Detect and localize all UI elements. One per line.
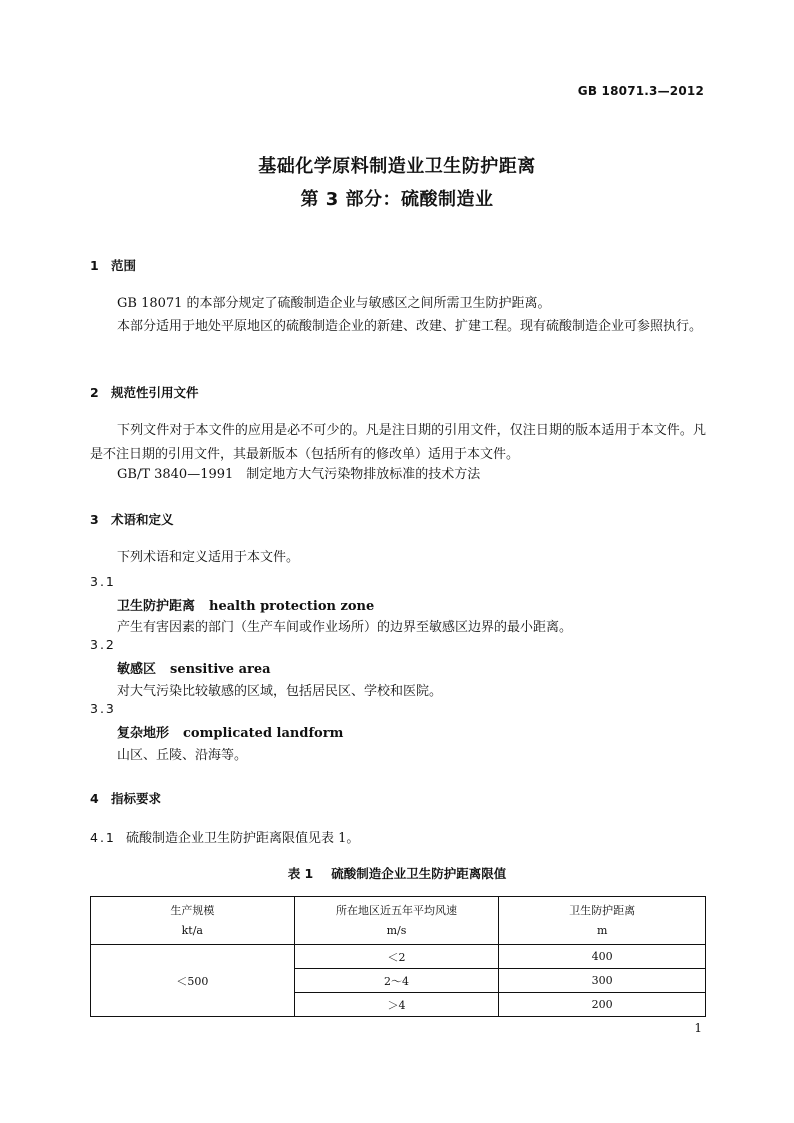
section-title: 范围 (111, 258, 137, 273)
paragraph: GB 18071 的本部分规定了硫酸制造企业与敏感区之间所需卫生防护距离。 (117, 296, 551, 311)
table-title: 硫酸制造企业卫生防护距离限值 (331, 866, 507, 881)
term-en: sensitive area (170, 662, 271, 677)
cell-distance: 400 (499, 945, 706, 969)
paragraph: 下列术语和定义适用于本文件。 (117, 550, 300, 565)
cell-wind: ＜2 (294, 945, 499, 969)
term-definition: 对大气污染比较敏感的区域，包括居民区、学校和医院。 (117, 684, 443, 699)
section-2-heading (90, 383, 199, 401)
term-definition: 山区、丘陵、沿海等。 (117, 748, 248, 763)
table-row (91, 945, 706, 969)
term-entry (117, 722, 343, 741)
term-zh: 卫生防护距离 (117, 599, 196, 614)
page-number: 1 (694, 1021, 702, 1035)
header-wind-speed: 所在地区近五年平均风速 m/s (294, 897, 499, 945)
term-entry (117, 658, 271, 677)
table-header-row (91, 897, 706, 945)
standard-number: GB 18071.3—2012 (577, 84, 704, 98)
document-subtitle: 第 3 部分：硫酸制造业 (300, 189, 494, 210)
section-title: 术语和定义 (111, 512, 174, 527)
table-caption (0, 864, 794, 882)
section-1-heading (90, 256, 136, 274)
document-title: 基础化学原料制造业卫生防护距离 (258, 156, 536, 177)
paragraph: 本部分适用于地处平原地区的硫酸制造企业的新建、改建、扩建工程。现有硫酸制造企业可参照执行。 (117, 319, 703, 334)
clause-text: 硫酸制造企业卫生防护距离限值见表 1。 (126, 831, 360, 846)
cell-distance: 200 (499, 993, 706, 1017)
section-3-heading (90, 510, 174, 528)
term-en: health protection zone (209, 599, 375, 614)
section-title: 规范性引用文件 (111, 385, 199, 400)
section-number: 1 (90, 258, 99, 273)
clause-number: 4.1 (90, 830, 116, 845)
term-definition: 产生有害因素的部门（生产车间或作业场所）的边界至敏感区边界的最小距离。 (117, 620, 573, 635)
cell-wind: ＞4 (294, 993, 499, 1017)
section-title: 指标要求 (111, 791, 162, 806)
distance-limit-table (90, 896, 706, 1017)
clause-number: 3.3 (90, 701, 116, 716)
cell-wind: 2～4 (294, 969, 499, 993)
section-4-heading (90, 789, 161, 807)
term-zh: 复杂地形 (117, 726, 170, 741)
clause-number: 3.2 (90, 637, 116, 652)
paragraph: 下列文件对于本文件的应用是必不可少的。凡是注日期的引用文件，仅注日期的版本适用于本文件。凡是不注日期的引用文件，其最新版本（包括所有的修改单）适用于本文件。 (90, 423, 706, 462)
normative-reference: GB/T 3840—1991 制定地方大气污染物排放标准的技术方法 (117, 467, 481, 482)
section-number: 2 (90, 385, 99, 400)
section-number: 4 (90, 791, 99, 806)
cell-distance: 300 (499, 969, 706, 993)
table-label: 表 1 (287, 866, 314, 881)
term-zh: 敏感区 (117, 662, 157, 677)
header-production-scale: 生产规模 kt/a (91, 897, 295, 945)
term-en: complicated landform (183, 726, 344, 741)
clause-4-1 (90, 826, 359, 851)
clause-number: 3.1 (90, 574, 116, 589)
cell-scale: ＜500 (91, 945, 295, 1017)
term-entry (117, 595, 374, 614)
header-protection-distance: 卫生防护距离 m (499, 897, 706, 945)
section-number: 3 (90, 512, 99, 527)
